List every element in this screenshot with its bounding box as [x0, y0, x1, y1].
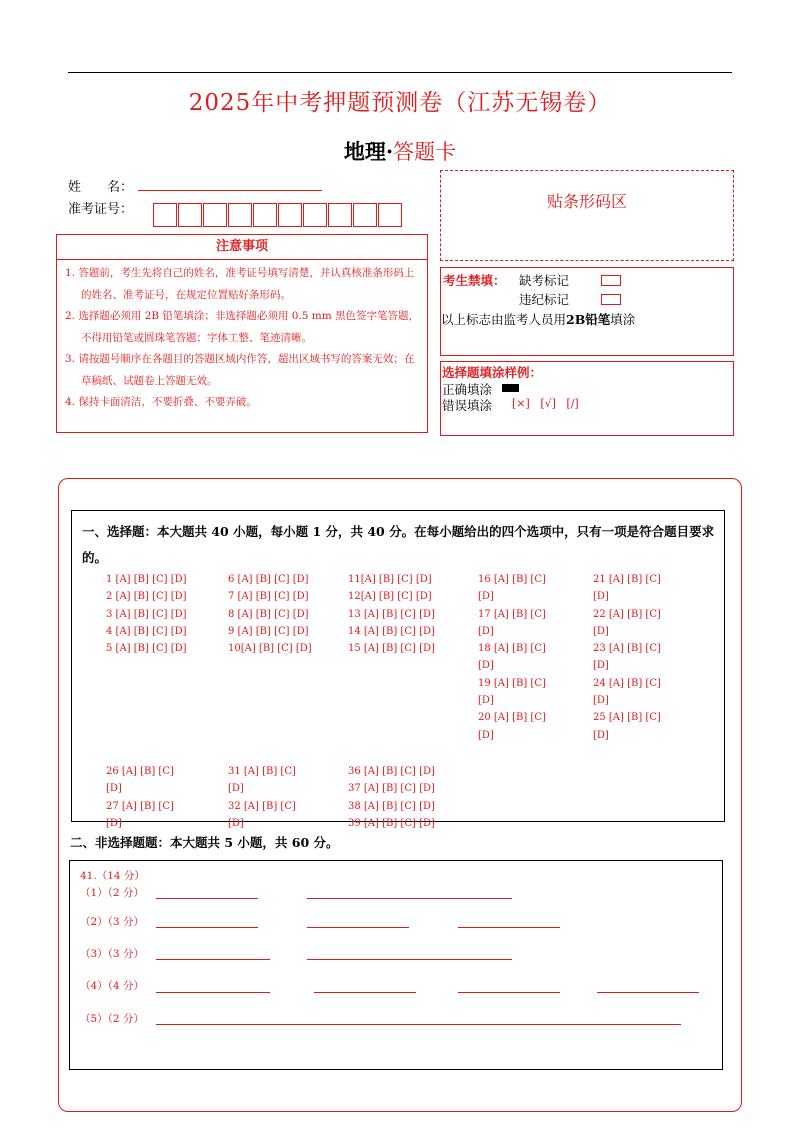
id-digit-box[interactable] [353, 203, 377, 227]
subject-title [0, 136, 800, 166]
choice-row[interactable]: [D] [593, 660, 609, 672]
wrong-mark-check: [√] [540, 397, 556, 410]
choice-row[interactable]: 21 [A] [B] [C] [593, 574, 661, 585]
choice-row[interactable]: [D] [593, 695, 609, 707]
choice-row[interactable]: 15 [A] [B] [C] [D] [348, 643, 435, 655]
question-41-label: 41.（14 分） [80, 870, 145, 882]
choice-row[interactable]: 26 [A] [B] [C] [106, 766, 174, 777]
wrong-marks [512, 397, 579, 410]
id-digit-box[interactable] [203, 203, 227, 227]
barcode-label: 贴条形码区 [546, 192, 627, 211]
choice-col-7 [228, 763, 296, 832]
filled-mark-sample [502, 384, 519, 392]
answer-line[interactable] [597, 992, 699, 993]
choice-row[interactable]: 3 [A] [B] [C] [D] [106, 608, 187, 620]
id-label: 准考证号： [68, 202, 134, 217]
answer-line[interactable] [156, 898, 258, 899]
id-digit-box[interactable] [303, 203, 327, 227]
choice-row[interactable]: 5 [A] [B] [C] [D] [106, 643, 187, 655]
part-4-label: （4）（4 分） [80, 980, 144, 992]
choice-row[interactable]: 19 [A] [B] [C] [478, 677, 546, 689]
answer-line[interactable] [156, 1024, 681, 1025]
barcode-area [440, 170, 734, 261]
choice-row[interactable]: 25 [A] [B] [C] [593, 712, 661, 724]
choice-row[interactable]: 10[A] [B] [C] [D] [228, 643, 312, 655]
absent-mark[interactable] [601, 275, 621, 286]
answer-line[interactable] [156, 927, 258, 928]
choice-row[interactable]: 27 [A] [B] [C] [106, 800, 174, 812]
answer-line[interactable] [156, 992, 270, 993]
id-digit-box[interactable] [178, 203, 202, 227]
notice-title: 注意事项 [57, 235, 427, 260]
choice-col-2 [228, 571, 312, 657]
choice-col-4 [478, 571, 546, 744]
choice-row[interactable]: 32 [A] [B] [C] [228, 800, 296, 812]
part-2-label: （2）（3 分） [80, 916, 144, 928]
choice-row[interactable]: 24 [A] [B] [C] [593, 677, 661, 689]
id-digit-box[interactable] [278, 203, 302, 227]
exam-title: 2025年中考押题预测卷（江苏无锡卷） [188, 90, 612, 116]
choice-row[interactable]: [D] [593, 591, 609, 603]
choice-col-8 [348, 763, 435, 832]
id-digit-box[interactable] [253, 203, 277, 227]
answer-line[interactable] [314, 992, 416, 993]
notice-item: 2. 选择题必须用 2B 铅笔填涂；非选择题必须用 0.5 mm 黑色签字笔答题，不得用铅笔或圆珠笔答题；字体工整、笔迹清晰。 [65, 310, 420, 344]
notice-list [65, 263, 421, 414]
answer-line[interactable] [458, 992, 560, 993]
choice-row[interactable]: 20 [A] [B] [C] [478, 712, 546, 724]
choice-row[interactable]: [D] [228, 783, 244, 795]
choice-row[interactable]: 9 [A] [B] [C] [D] [228, 625, 309, 637]
choice-row[interactable]: 18 [A] [B] [C] [478, 643, 546, 655]
notice-item: 1. 答题前，考生先将自己的姓名，准考证号填写清楚，并认真核准条形码上的姓名、准考证号，在规定位置贴好条形码。 [65, 267, 415, 301]
choice-row[interactable]: [D] [593, 625, 609, 637]
choice-row[interactable]: 31 [A] [B] [C] [228, 766, 296, 777]
exam-id-boxes[interactable] [153, 203, 403, 227]
choice-row[interactable]: [D] [478, 625, 494, 637]
answer-line[interactable] [307, 927, 409, 928]
absent-label: 缺考标记 [519, 273, 570, 288]
violation-mark[interactable] [601, 294, 621, 305]
forbid-label: 考生禁填： [443, 273, 506, 288]
choice-col-1 [106, 571, 187, 657]
choice-row[interactable]: 37 [A] [B] [C] [D] [348, 783, 435, 795]
choice-row[interactable]: 39 [A] [B] [C] [D] [348, 817, 435, 829]
choice-row[interactable]: 22 [A] [B] [C] [593, 608, 661, 620]
choice-row[interactable]: 13 [A] [B] [C] [D] [348, 608, 435, 620]
notice-box [56, 234, 428, 433]
fill-sample-box [440, 361, 734, 436]
choice-row[interactable]: [D] [478, 660, 494, 672]
choice-row[interactable]: 7 [A] [B] [C] [D] [228, 591, 309, 603]
choice-row[interactable]: 38 [A] [B] [C] [D] [348, 800, 435, 812]
answer-line[interactable] [307, 898, 512, 899]
choice-col-5 [593, 571, 661, 744]
proctor-note [441, 310, 635, 328]
choice-row[interactable]: 23 [A] [B] [C] [593, 643, 661, 655]
choice-row[interactable]: 14 [A] [B] [C] [D] [348, 625, 435, 637]
choice-row[interactable]: [D] [106, 783, 122, 795]
top-rule [68, 72, 732, 73]
name-field[interactable] [138, 190, 322, 191]
choice-row[interactable]: 16 [A] [B] [C] [478, 574, 546, 585]
note-prefix: 以上标志由监考人员用 [441, 312, 567, 327]
choice-row[interactable]: 11[A] [B] [C] [D] [348, 574, 432, 585]
choice-col-6 [106, 763, 174, 832]
part-5-label: （5）（2 分） [80, 1013, 144, 1025]
choice-row[interactable]: 2 [A] [B] [C] [D] [106, 591, 187, 603]
choice-row[interactable]: 8 [A] [B] [C] [D] [228, 608, 309, 620]
violation-label: 违纪标记 [519, 292, 570, 307]
choice-row[interactable]: [D] [478, 591, 494, 603]
choice-row[interactable]: 6 [A] [B] [C] [D] [228, 574, 309, 585]
notice-item: 3. 请按题号顺序在各题目的答题区域内作答，超出区域书写的答案无效；在草稿纸、试题卷上答题无效。 [65, 353, 415, 387]
wrong-mark-slash: [/] [566, 397, 579, 410]
proctor-box [440, 267, 734, 356]
notice-item: 4. 保持卡面清洁，不要折叠、不要弄破。 [65, 396, 257, 408]
choice-row[interactable]: 12[A] [B] [C] [D] [348, 591, 432, 603]
choice-row[interactable]: [D] [478, 729, 494, 741]
answer-line[interactable] [458, 927, 560, 928]
choice-row[interactable]: [D] [106, 817, 122, 829]
choice-row[interactable]: [D] [478, 695, 494, 707]
subject-name: 地理· [343, 139, 394, 164]
choice-col-3 [348, 571, 435, 657]
choice-row[interactable]: 1 [A] [B] [C] [D] [106, 574, 187, 585]
wrong-mark-cross: [×] [512, 397, 530, 410]
id-digit-box[interactable] [378, 203, 402, 227]
answer-line[interactable] [307, 959, 512, 960]
choice-row[interactable]: 36 [A] [B] [C] [D] [348, 766, 435, 777]
choice-row[interactable]: 4 [A] [B] [C] [D] [106, 625, 187, 637]
section-2-heading: 二、非选择题题：本大题共 5 小题，共 60 分。 [70, 835, 339, 850]
id-digit-box[interactable] [153, 203, 177, 227]
section-2-answer-box [69, 860, 723, 1070]
part-3-label: （3）（3 分） [80, 948, 144, 960]
note-bold: 2B铅笔 [566, 312, 611, 327]
part-1-label: （1）（2 分） [80, 887, 144, 899]
note-suffix: 填涂 [610, 312, 636, 327]
wrong-label: 错误填涂 [442, 398, 493, 413]
id-digit-box[interactable] [228, 203, 252, 227]
section-1-choice [71, 510, 725, 829]
choice-row[interactable]: 17 [A] [B] [C] [478, 608, 546, 620]
card-name: 答题卡 [393, 140, 457, 164]
name-label: 姓 名： [68, 180, 134, 195]
sample-title: 选择题填涂样例： [442, 365, 543, 380]
correct-label: 正确填涂 [442, 382, 493, 397]
choice-row[interactable]: [D] [228, 817, 244, 829]
answer-line[interactable] [156, 959, 270, 960]
choice-row[interactable]: [D] [593, 729, 609, 741]
section-1-heading: 一、选择题：本大题共 40 小题，每小题 1 分，共 40 分。在每小题给出的四个选项中，只有一项是符合题目要求的。 [82, 524, 715, 565]
id-digit-box[interactable] [328, 203, 352, 227]
